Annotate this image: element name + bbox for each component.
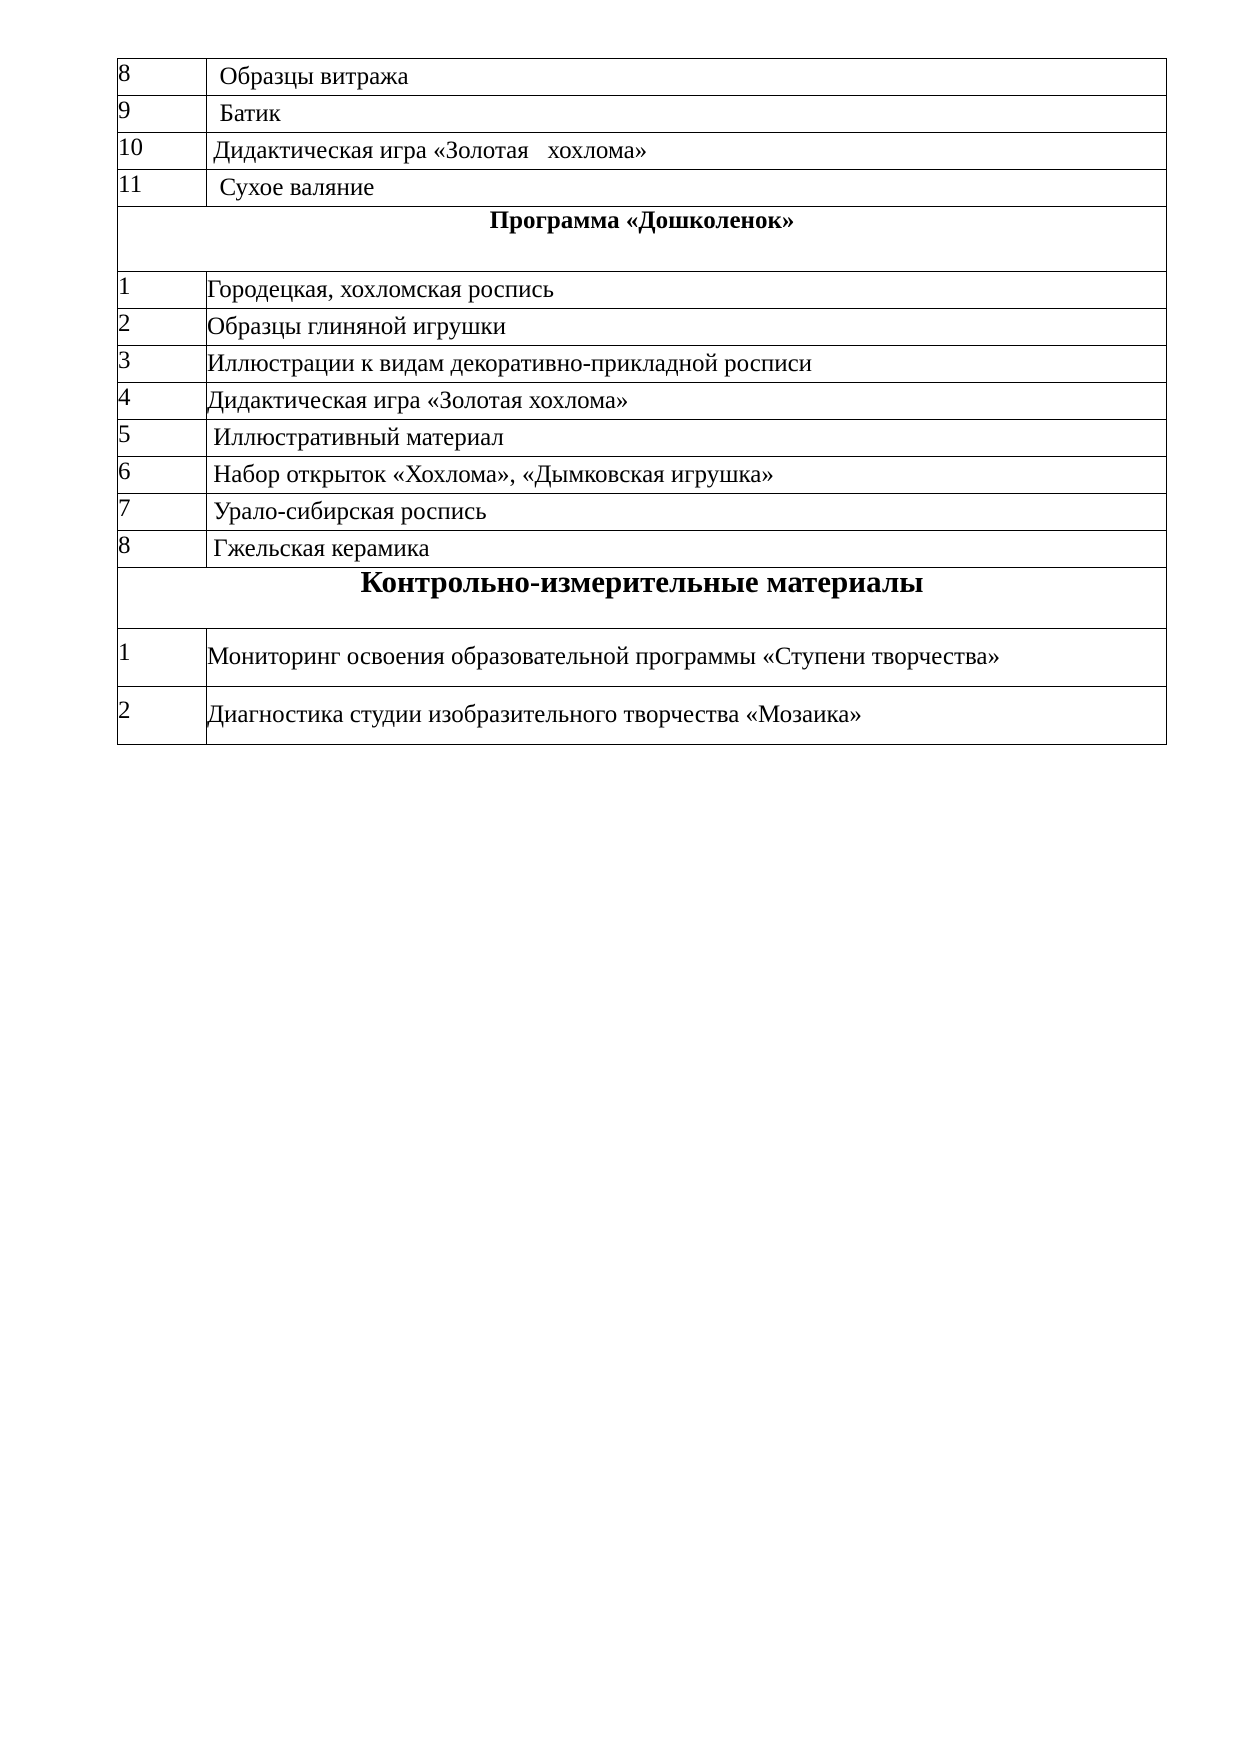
row-text: Мониторинг освоения образовательной программы «Ступени творчества» <box>207 629 1167 687</box>
row-text: Батик <box>207 96 1167 133</box>
row-text: Иллюстрации к видам декоративно-прикладной росписи <box>207 346 1167 383</box>
section-heading-assessment: Контрольно-измерительные материалы <box>118 568 1167 629</box>
table-row <box>118 420 1167 457</box>
row-number: 8 <box>118 59 207 96</box>
table-row <box>118 383 1167 420</box>
row-number: 1 <box>118 629 207 687</box>
row-text: Образцы витража <box>207 59 1167 96</box>
row-number: 1 <box>118 272 207 309</box>
row-number: 9 <box>118 96 207 133</box>
table-row <box>118 133 1167 170</box>
table-row <box>118 272 1167 309</box>
row-number: 2 <box>118 309 207 346</box>
row-number: 4 <box>118 383 207 420</box>
row-text: Городецкая, хохломская роспись <box>207 272 1167 309</box>
table-row <box>118 457 1167 494</box>
row-text: Диагностика студии изобразительного творчества «Мозаика» <box>207 687 1167 745</box>
row-number: 11 <box>118 170 207 207</box>
row-number: 2 <box>118 687 207 745</box>
row-text: Урало-сибирская роспись <box>207 494 1167 531</box>
row-text: Сухое валяние <box>207 170 1167 207</box>
row-text: Дидактическая игра «Золотая хохлома» <box>207 133 1167 170</box>
materials-table <box>117 58 1167 745</box>
table-row <box>118 687 1167 745</box>
row-number: 7 <box>118 494 207 531</box>
row-number: 6 <box>118 457 207 494</box>
row-text: Иллюстративный материал <box>207 420 1167 457</box>
table-row <box>118 309 1167 346</box>
table-row <box>118 170 1167 207</box>
table-row <box>118 346 1167 383</box>
section-heading-row <box>118 207 1167 272</box>
row-number: 10 <box>118 133 207 170</box>
table-row <box>118 494 1167 531</box>
row-number: 5 <box>118 420 207 457</box>
row-text: Образцы глиняной игрушки <box>207 309 1167 346</box>
row-text: Дидактическая игра «Золотая хохлома» <box>207 383 1167 420</box>
row-number: 3 <box>118 346 207 383</box>
row-text: Гжельская керамика <box>207 531 1167 568</box>
row-number: 8 <box>118 531 207 568</box>
table-row <box>118 59 1167 96</box>
table-row <box>118 96 1167 133</box>
section-heading-preschooler: Программа «Дошколенок» <box>118 207 1167 272</box>
table-row <box>118 629 1167 687</box>
row-text: Набор открыток «Хохлома», «Дымковская игрушка» <box>207 457 1167 494</box>
section-heading-row <box>118 568 1167 629</box>
table-row <box>118 531 1167 568</box>
